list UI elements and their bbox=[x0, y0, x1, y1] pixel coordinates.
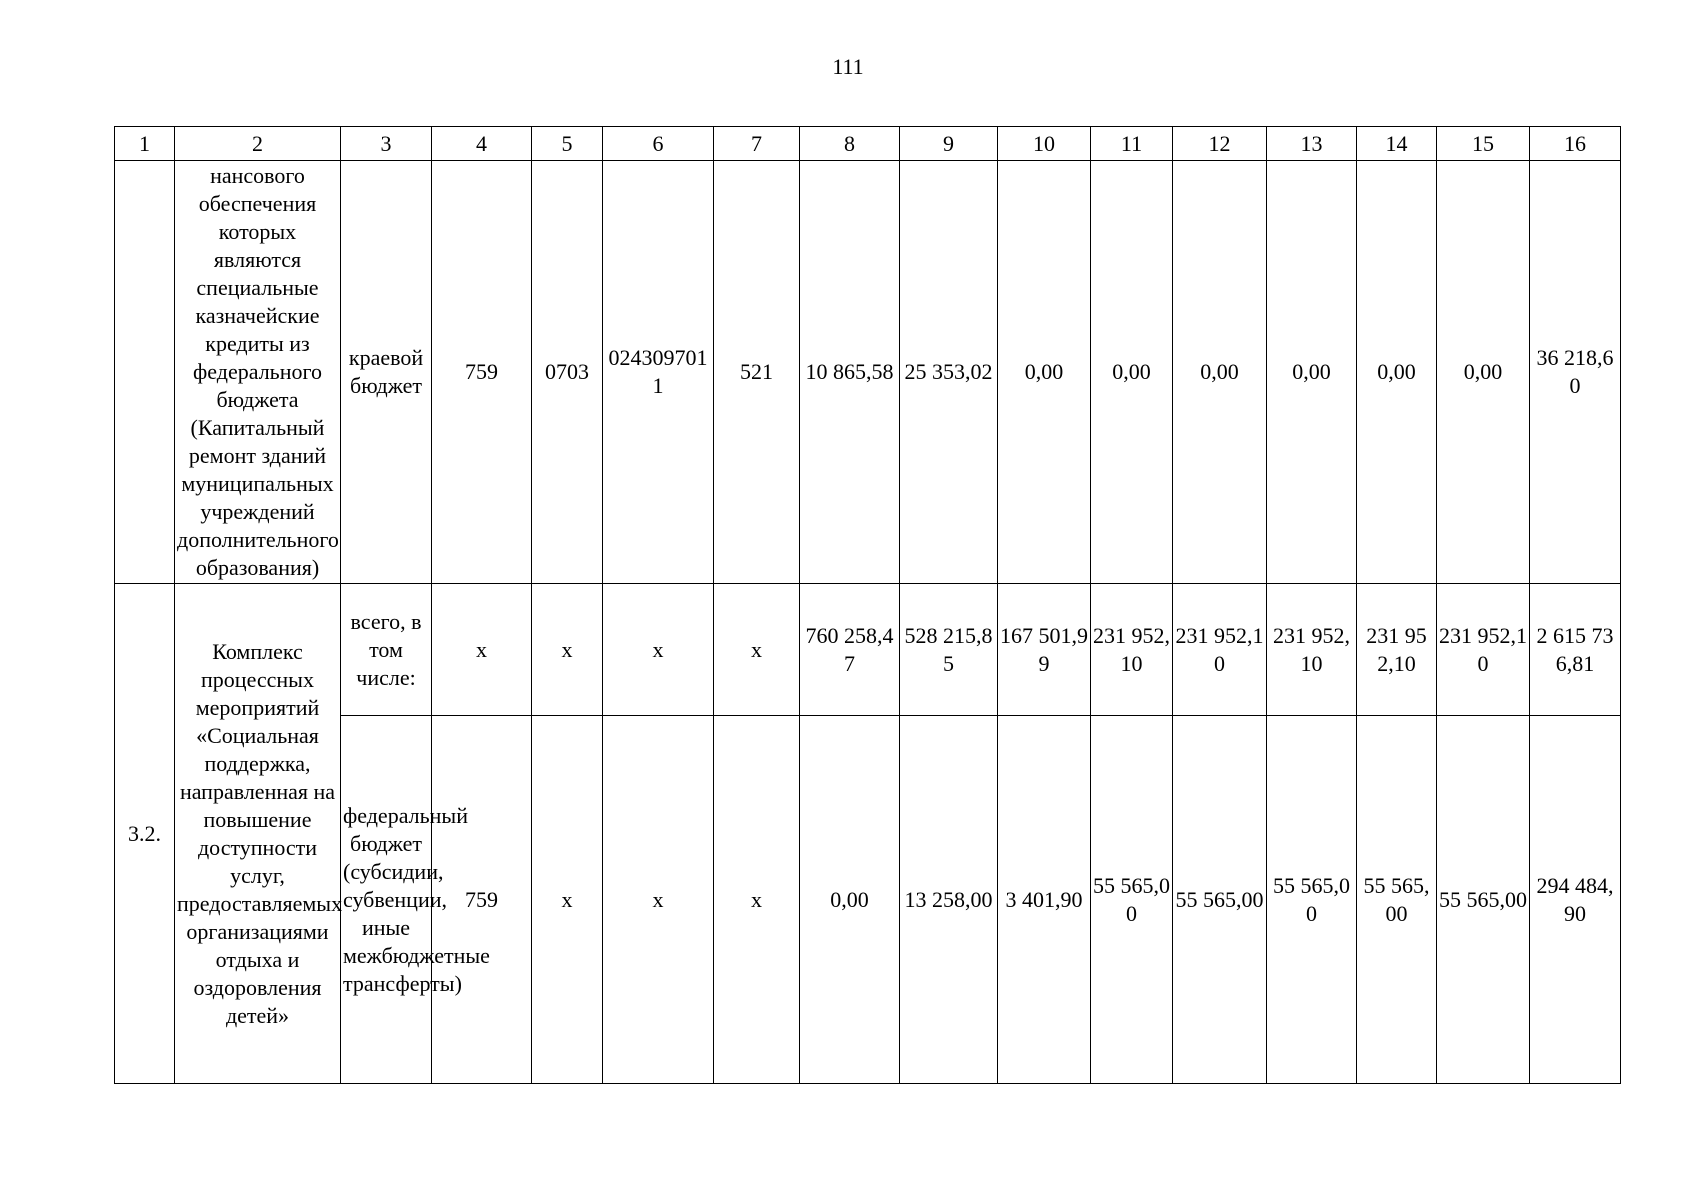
table-header-row bbox=[115, 127, 1621, 161]
value-cell: 0,00 bbox=[1267, 161, 1357, 584]
value-cell: 0,00 bbox=[1357, 161, 1437, 584]
value-cell: 760 258,47 bbox=[800, 584, 900, 716]
value-cell: 0,00 bbox=[1437, 161, 1530, 584]
funding-source-cell: краевой бюджет bbox=[341, 161, 432, 584]
value-cell: 759 bbox=[432, 716, 532, 1084]
value-cell: 0,00 bbox=[800, 716, 900, 1084]
value-cell: 3 401,90 bbox=[998, 716, 1091, 1084]
funding-source-cell: всего, в том числе: bbox=[341, 584, 432, 716]
value-cell: 167 501,99 bbox=[998, 584, 1091, 716]
header-cell: 11 bbox=[1091, 127, 1173, 161]
event-name-cell: Комплекс процессных мероприятий «Социальная поддержка, направленная на повышение доступности услуг, предоставляемых организациями отдыха и оздоровления детей» bbox=[175, 584, 341, 1084]
header-cell: 14 bbox=[1357, 127, 1437, 161]
header-cell: 5 bbox=[532, 127, 603, 161]
value-cell: 36 218,60 bbox=[1530, 161, 1621, 584]
funding-source-cell: федеральный бюджет (субсидии, субвенции, иные межбюджетные трансферты) bbox=[341, 716, 432, 1084]
value-cell: 55 565,00 bbox=[1091, 716, 1173, 1084]
value-cell: x bbox=[714, 716, 800, 1084]
value-cell: 55 565,00 bbox=[1437, 716, 1530, 1084]
header-cell: 3 bbox=[341, 127, 432, 161]
header-cell: 9 bbox=[900, 127, 998, 161]
value-cell: 294 484,90 bbox=[1530, 716, 1621, 1084]
header-cell: 12 bbox=[1173, 127, 1267, 161]
value-cell: x bbox=[603, 716, 714, 1084]
row-number-cell: 3.2. bbox=[115, 584, 175, 1084]
row-number-cell bbox=[115, 161, 175, 584]
value-cell: 759 bbox=[432, 161, 532, 584]
table-row bbox=[115, 584, 1621, 716]
value-cell: 10 865,58 bbox=[800, 161, 900, 584]
table-row bbox=[115, 161, 1621, 584]
value-cell: 0,00 bbox=[1091, 161, 1173, 584]
header-cell: 1 bbox=[115, 127, 175, 161]
value-cell: 0703 bbox=[532, 161, 603, 584]
value-cell: 0,00 bbox=[998, 161, 1091, 584]
value-cell: x bbox=[532, 584, 603, 716]
value-cell: 0,00 bbox=[1173, 161, 1267, 584]
header-cell: 10 bbox=[998, 127, 1091, 161]
value-cell: 0243097011 bbox=[603, 161, 714, 584]
header-cell: 4 bbox=[432, 127, 532, 161]
header-cell: 13 bbox=[1267, 127, 1357, 161]
value-cell: x bbox=[603, 584, 714, 716]
value-cell: x bbox=[714, 584, 800, 716]
value-cell: 55 565,00 bbox=[1173, 716, 1267, 1084]
value-cell: 25 353,02 bbox=[900, 161, 998, 584]
value-cell: x bbox=[532, 716, 603, 1084]
value-cell: 231 952,10 bbox=[1437, 584, 1530, 716]
value-cell: 231 952,10 bbox=[1357, 584, 1437, 716]
value-cell: 521 bbox=[714, 161, 800, 584]
header-cell: 2 bbox=[175, 127, 341, 161]
header-cell: 16 bbox=[1530, 127, 1621, 161]
value-cell: 13 258,00 bbox=[900, 716, 998, 1084]
value-cell: 528 215,85 bbox=[900, 584, 998, 716]
header-cell: 6 bbox=[603, 127, 714, 161]
value-cell: 231 952,10 bbox=[1091, 584, 1173, 716]
value-cell: 231 952,10 bbox=[1267, 584, 1357, 716]
page-number: 111 bbox=[832, 54, 864, 79]
event-name-cell: нансового обеспечения которых являются специальные казначейские кредиты из федерального бюджета (Капитальный ремонт зданий муниципальных учреждений дополнительного образования) bbox=[175, 161, 341, 584]
value-cell: 231 952,10 bbox=[1173, 584, 1267, 716]
budget-table bbox=[114, 126, 1621, 1084]
value-cell: x bbox=[432, 584, 532, 716]
header-cell: 7 bbox=[714, 127, 800, 161]
header-cell: 8 bbox=[800, 127, 900, 161]
header-cell: 15 bbox=[1437, 127, 1530, 161]
value-cell: 55 565,00 bbox=[1267, 716, 1357, 1084]
value-cell: 55 565,00 bbox=[1357, 716, 1437, 1084]
value-cell: 2 615 736,81 bbox=[1530, 584, 1621, 716]
